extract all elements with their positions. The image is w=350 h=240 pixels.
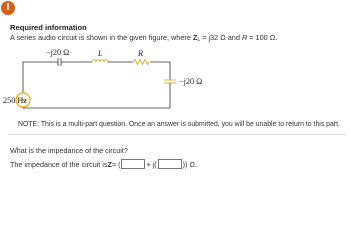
answer-equals: = ( [111, 159, 121, 169]
resistor-label: R [138, 49, 144, 58]
alert-icon: ! [1, 1, 15, 15]
right-capacitor-label: −j20 Ω [179, 77, 203, 86]
source-label: 250 Hz [3, 96, 27, 105]
answer-prefix: The impedance of the circuit is [10, 159, 108, 169]
circuit-wire [23, 62, 58, 98]
section-title: Required information [10, 23, 87, 32]
inductor-symbol [92, 60, 108, 62]
problem-statement: A series audio circuit is shown in the given figure, where $Z_L = j32$ Ω and R = 100 Ω. [10, 33, 278, 43]
capacitor-label: −j20 Ω [46, 48, 70, 57]
resistor-symbol [133, 60, 149, 65]
answer-line [10, 159, 197, 169]
circuit-wire [150, 62, 170, 80]
real-part-input[interactable] [121, 159, 145, 169]
answer-suffix: )) Ω. [182, 159, 197, 169]
circuit-wire [23, 83, 170, 108]
imaginary-part-input[interactable] [158, 159, 182, 169]
inductor-label: L [98, 49, 103, 58]
divider [8, 134, 346, 135]
answer-z-symbol: Z [107, 159, 112, 169]
answer-plus-j: + j( [146, 159, 157, 169]
note-text: NOTE: This is a multi-part question. Once an answer is submitted, you will be unable to return to this part. [18, 121, 340, 128]
question-text: What is the impedance of the circuit? [10, 146, 128, 155]
